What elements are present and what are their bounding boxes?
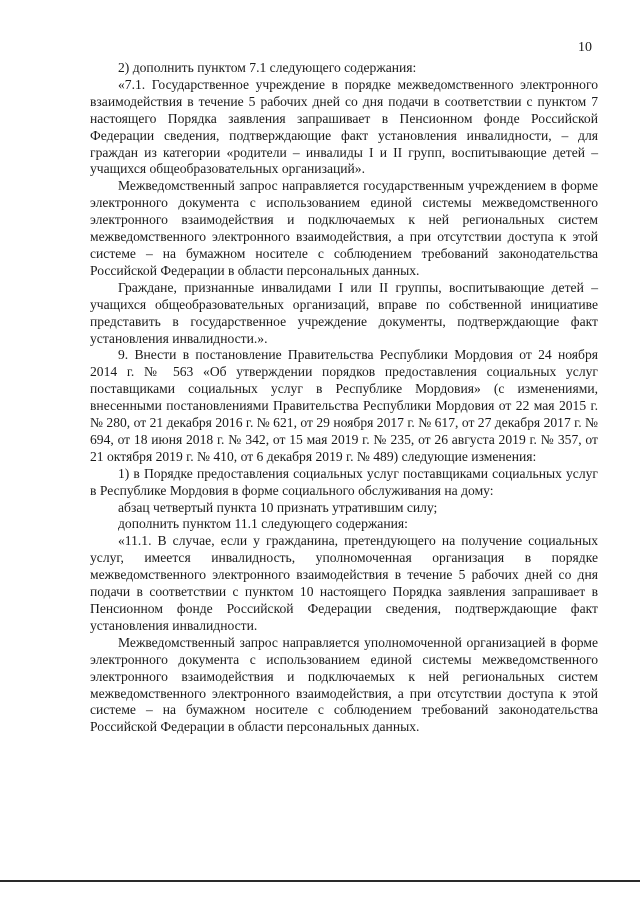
page-number: 10 <box>578 40 592 55</box>
paragraph-10: Межведомственный запрос направляется уполномоченной организацией в форме электронного документа с использованием единой системы межведомственного электронного взаимодействия и подключаемых к ней региональных систем межведомственного электронного взаимодействия, а при отсутствии доступа к этой системе – на бумажном носителе с соблюдением требований законодательства Российской Федерации в области персональных данных. <box>90 634 598 735</box>
paragraph-5: 9. Внести в постановление Правительства Республики Мордовия от 24 ноября 2014 г. № 563 «Об утверждении порядков предоставления социальных услуг поставщиками социальных услуг в Республике Мордовия» (с изменениями, внесенными постановлениями Правительства Республики Мордовия от 22 мая 2015 г. № 280, от 21 декабря 2016 г. № 621, от 29 ноября 2017 г. № 617, от 27 декабря 2017 г. № 694, от 18 июня 2018 г. № 342, от 15 мая 2019 г. № 235, от 26 августа 2019 г. № 357, от 21 октября 2019 г. № 410, от 6 декабря 2019 г. № 489) следующие изменения: <box>90 347 598 464</box>
document-body <box>90 60 598 736</box>
paragraph-9: «11.1. В случае, если у гражданина, претендующего на получение социальных услуг, имеется инвалидность, уполномоченная организация в порядке межведомственного электронного взаимодействия в течение 5 рабочих дней со дня подачи в соответствии с пунктом 10 настоящего Порядка заявления запрашивает в Пенсионном фонде Российской Федерации сведения, подтверждающие факт установления инвалидности. <box>90 533 598 633</box>
paragraph-8: дополнить пунктом 11.1 следующего содержания: <box>118 516 408 532</box>
paragraph-3: Межведомственный запрос направляется государственным учреждением в форме электронного документа с использованием единой системы межведомственного электронного взаимодействия и подключаемых к ней региональных систем межведомственного электронного взаимодействия, а при отсутствии доступа к этой системе – на бумажном носителе с соблюдением требований законодательства Российской Федерации в области персональных данных. <box>90 178 598 278</box>
paragraph-1: 2) дополнить пунктом 7.1 следующего содержания: <box>118 60 417 75</box>
bottom-rule <box>0 880 640 882</box>
paragraph-7: абзац четвертый пункта 10 признать утратившим силу; <box>118 499 438 515</box>
paragraph-2: «7.1. Государственное учреждение в порядке межведомственного электронного взаимодействия в течение 5 рабочих дней со дня подачи в соответствии с пунктом 7 настоящего Порядка заявления запрашивает в Пенсионном фонде Российской Федерации сведения, подтверждающие факт установления инвалидности, – для граждан из категории «родители – инвалиды I и II групп, воспитывающие детей – учащихся общеобразовательных организаций». <box>90 76 598 177</box>
paragraph-4: Граждане, признанные инвалидами I или II группы, воспитывающие детей – учащихся общеобразовательных организаций, вправе по собственной инициативе представить в государственное учреждение документы, подтверждающие факт установления инвалидности.». <box>90 279 598 346</box>
paragraph-6: 1) в Порядке предоставления социальных услуг поставщиками социальных услуг в Республике Мордовия в форме социального обслуживания на дому: <box>90 465 598 498</box>
